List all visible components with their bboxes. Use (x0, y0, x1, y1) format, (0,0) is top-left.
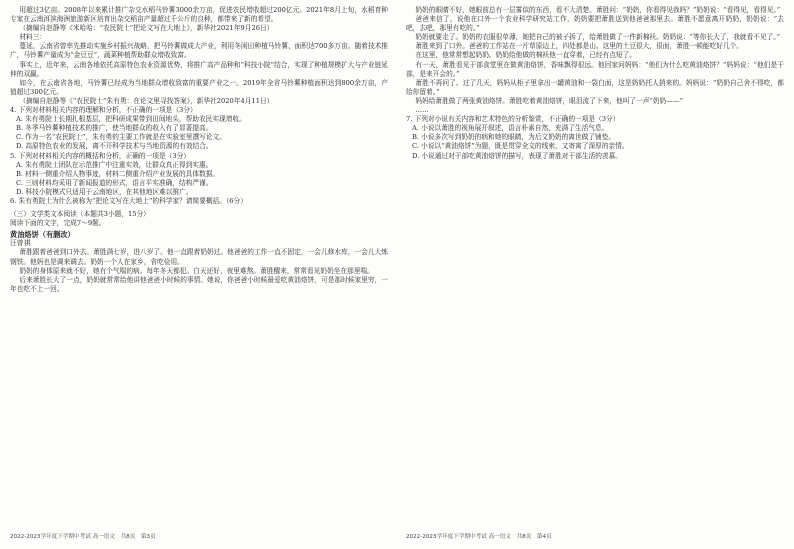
question-stem: 5. 下列对材料相关内容的概括和分析，正确的一项是（3分） (10, 151, 190, 160)
question-option: B. 小说多次写到奶奶的病和她的眼睛，为后文奶奶的离世做了铺垫。 (412, 133, 616, 142)
right-passage (406, 6, 784, 115)
question-option: A. 小说以萧胜的视角展开叙述，语言朴素自然，充满了生活气息。 (412, 124, 609, 133)
paragraph: 萧胜不再问了。过了几天，妈妈从柜子里拿出一罐黄油和一袋白面，这是奶奶托人捎来的。妈妈说：“奶奶自己舍不得吃，都给你留着。” (406, 78, 784, 96)
paragraph: 萧胜来到了口外。爸爸的工作站在一片草原边上，四处都是山。这里的土豆很大，很面，萧胜一顿能吃好几个。 (415, 42, 744, 51)
paragraph: 有一天，萧胜看见干部食堂里在做黄油烙饼，香味飘得很远。他回家问妈妈：“他们为什么吃黄油烙饼？”妈妈说：“他们是干部，是来开会的。” (406, 60, 784, 78)
paragraph: 材料三： (19, 33, 47, 42)
section-title: （三）文学类文本阅读（本题共3小题，15分） (10, 210, 150, 219)
left-page (10, 6, 388, 544)
story-author: 汪曾祺 (10, 239, 31, 248)
paragraph: 后来萧胜长大了一点，奶奶就常常给他讲他爸爸小时候的事情。她说，你爸爸小时候最爱吃黄油烙饼，可是那时候家里穷，一年也吃不上一回。 (10, 275, 388, 293)
question-option: D. 小说通过对干部吃黄油烙饼的描写，表现了萧胜对干部生活的羡慕。 (412, 151, 622, 160)
question-option: C. 三则材料均采用了新闻报道的形式，语言平实准确，结构严谨。 (16, 178, 213, 187)
question-option: C. 作为一名“农民院士”，朱有勇的主要工作就是在实验室里撰写论文。 (16, 133, 226, 142)
paragraph: （摘编自赵静等《“农民院士”朱有勇：在论文里寻找答案》，新华社2020年4月11日） (19, 96, 274, 105)
paragraph: 蔓延，云南省曾率先推动实施乡村振兴战略，把马铃薯做成大产业，利用冬闲田种植马铃薯，面积达700多万亩。随着技术推广，马铃薯产量成为“金豆豆”，蔬菜种植帮助群众增收致富。 (10, 42, 388, 60)
story-title: 黄油烙饼（有删改） (10, 230, 75, 240)
paragraph: 妈妈给萧胜做了两张黄油烙饼。萧胜吃着黄油烙饼，眼泪流了下来，他叫了一声“奶奶——” (415, 96, 684, 105)
question-option: D. 高原特色农业的发展，离不开科学技术与当地资源的有效结合。 (16, 142, 213, 151)
paragraph: 奶奶就要走了。奶奶的衣服很单薄，她把自己的被子拆了，给萧胜做了一件新棉袄。奶奶说：“等你长大了，我就看不见了。” (415, 33, 780, 42)
paragraph: 萧胜跟着爸爸到口外去。萧胜满七岁，进八岁了。他一直跟着奶奶过。他爸爸的工作一直不固定，一会儿修水库，一会儿大炼钢铁。他妈也是调来调去。奶奶一个人在家乡，省吃俭用。 (10, 248, 388, 266)
question-stem: 7. 下列对小说有关内容和艺术特色的分析鉴赏，不正确的一项是（3分） (406, 115, 620, 124)
footer-left (10, 533, 388, 542)
paragraph: 如今，在云南省各地，马铃薯已经成为当地群众增收致富的重要产业之一。2019年全省马铃薯种植面积达到800余万亩，产值超过300亿元。 (10, 78, 388, 96)
paragraph: 在这里，他常常想起奶奶。奶奶给他做的棉袄他一直穿着，已经有点短了。 (415, 51, 637, 60)
question-stem: 6. 朱有勇院士为什么被称为“把论文写在大地上”的科学家？请简要概括。（6分） (10, 196, 247, 205)
right-page (406, 6, 784, 544)
question-stem: 4. 下列对材料相关内容的理解和分析，不正确的一项是（3分） (10, 106, 197, 115)
right-questions (406, 115, 784, 160)
left-passage (10, 6, 388, 106)
paragraph: …… (415, 106, 429, 115)
question-option: D. 科技小院模式只适用于云南地区，在其他地区难以推广。 (16, 187, 193, 196)
question-option: A. 朱有勇院士长期扎根基层，把科研成果带到田间地头，帮助农民实现增收。 (16, 115, 246, 124)
question-option: B. 材料一侧重介绍人物事迹，材料二侧重介绍产业发展的具体数据。 (16, 169, 220, 178)
question-option: B. 冬季马铃薯种植技术的推广，使当地群众的收入有了显著提高。 (16, 124, 213, 133)
question-option: A. 朱有勇院士团队在示范推广中注重实效，让群众真正得到实惠。 (16, 160, 213, 169)
section-instruction: 阅读下面的文字，完成7～9题。 (10, 219, 106, 228)
left-questions (10, 106, 388, 206)
paragraph: 事实上，近年来，云南各地依托高原特色农业资源优势，将推广高产品种和“科技小院”结合，实现了种植规模扩大与产业链延伸的双赢。 (10, 60, 388, 78)
paragraph: 用超过3亿亩。2008年以来累计推广杂交水稻马铃薯3000余万亩，促进农民增收超过200亿元。2021年8月上旬，水稻育种专家在云南洱滨海洲旅游新区培育出杂交稻亩产量超过千公斤的良种，都带来了新的希望。 (10, 6, 388, 24)
paragraph: （摘编自赵静等《米哈哈：“农民院士”把论文写在大地上》，新华社2021年9月26日） (19, 24, 274, 33)
footer-left-text: 2022-2023学年度下学期中考试 高一语文 共8页 第3页 (10, 533, 156, 540)
footer-right (406, 533, 784, 542)
story-passage (10, 248, 388, 293)
paragraph: 奶奶的身体原来就不好，她有个气喘的病。每年冬天都犯。白天还好，夜里难熬。萧胜醒来，常常看见奶奶坐在那里喘。 (19, 266, 374, 275)
paragraph: 爸爸来信了，说他在口外一个农业科学研究站工作，奶奶要把萧胜送到他爸爸那里去。萧胜不愿意离开奶奶，奶奶说：“去吧，去吧，那里有吃的。” (406, 15, 784, 33)
paragraph: 奶奶的眼睛不好，她眼前总有一层雾似的东西，看不大清楚。萧胜问：“奶奶，你看得见我吗？”奶奶说：“看得见，看得见。” (415, 6, 781, 14)
footer-right-text: 2022-2023学年度下学期中考试 高一语文 共8页 第4页 (406, 533, 552, 540)
question-option: C. 小说以“黄油烙饼”为题，既是贯穿全文的线索，又寄寓了深厚的亲情。 (412, 142, 629, 151)
